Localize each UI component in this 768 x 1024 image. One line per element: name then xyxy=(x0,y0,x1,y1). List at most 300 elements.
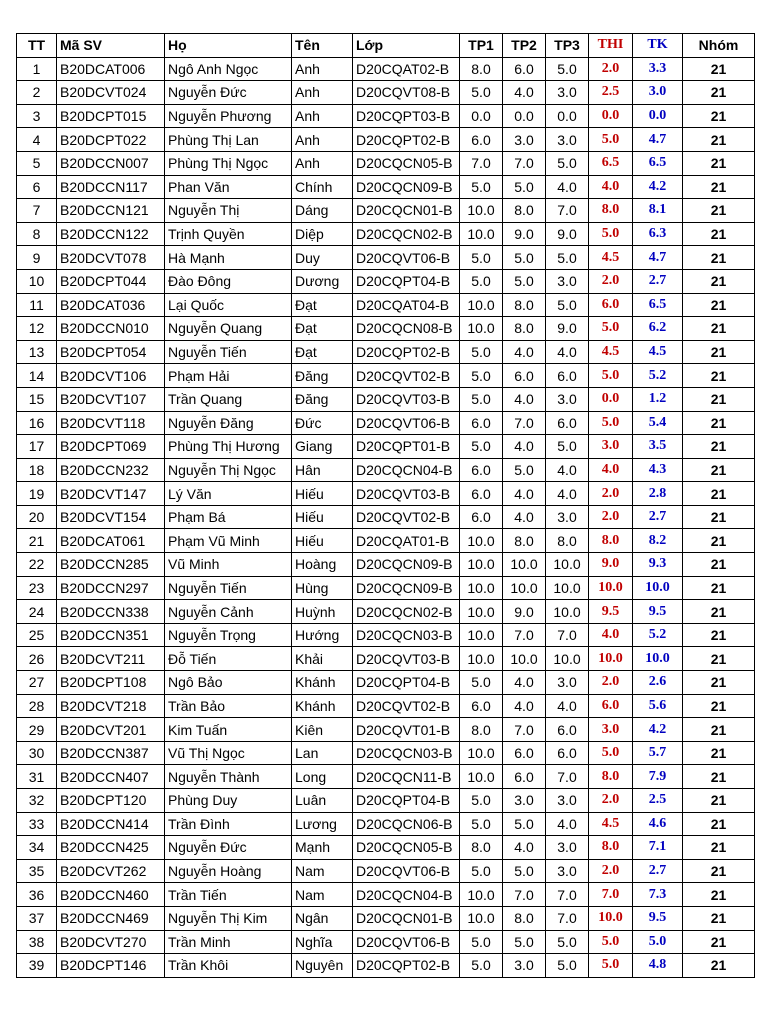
cell-tk: 4.7 xyxy=(633,246,683,270)
cell-thi: 2.5 xyxy=(589,81,633,105)
cell-ma-sv: B20DCVT118 xyxy=(57,411,165,435)
cell-tk: 6.5 xyxy=(633,293,683,317)
cell-ten: Anh xyxy=(292,104,353,128)
table-row xyxy=(17,269,755,293)
cell-nhom: 21 xyxy=(683,151,755,175)
cell-tk: 8.2 xyxy=(633,529,683,553)
header-tp2: TP2 xyxy=(503,34,546,58)
cell-nhom: 21 xyxy=(683,364,755,388)
cell-tp3: 5.0 xyxy=(546,930,589,954)
cell-thi: 5.0 xyxy=(589,411,633,435)
cell-tp3: 4.0 xyxy=(546,482,589,506)
cell-tp1: 6.0 xyxy=(460,458,503,482)
cell-lop: D20CQCN05-B xyxy=(353,151,460,175)
cell-tk: 5.0 xyxy=(633,930,683,954)
cell-ho: Nguyễn Cảnh xyxy=(165,600,292,624)
cell-thi: 8.0 xyxy=(589,836,633,860)
cell-ho: Phùng Thị Hương xyxy=(165,435,292,459)
cell-nhom: 21 xyxy=(683,718,755,742)
cell-tk: 3.3 xyxy=(633,57,683,81)
cell-ma-sv: B20DCCN232 xyxy=(57,458,165,482)
cell-tt: 4 xyxy=(17,128,57,152)
cell-ma-sv: B20DCPT015 xyxy=(57,104,165,128)
cell-tp1: 10.0 xyxy=(460,317,503,341)
cell-tt: 28 xyxy=(17,694,57,718)
table-row xyxy=(17,482,755,506)
cell-tp2: 8.0 xyxy=(503,293,546,317)
cell-lop: D20CQCN05-B xyxy=(353,836,460,860)
cell-tp1: 5.0 xyxy=(460,387,503,411)
cell-tk: 4.5 xyxy=(633,340,683,364)
cell-tp1: 6.0 xyxy=(460,694,503,718)
cell-ten: Nam xyxy=(292,859,353,883)
cell-tp2: 3.0 xyxy=(503,789,546,813)
table-row xyxy=(17,199,755,223)
cell-tk: 4.7 xyxy=(633,128,683,152)
cell-ho: Lý Văn xyxy=(165,482,292,506)
table-row xyxy=(17,694,755,718)
cell-thi: 9.5 xyxy=(589,600,633,624)
table-row xyxy=(17,104,755,128)
cell-tt: 14 xyxy=(17,364,57,388)
cell-ten: Đức xyxy=(292,411,353,435)
header-tt: TT xyxy=(17,34,57,58)
cell-tp2: 3.0 xyxy=(503,954,546,978)
cell-nhom: 21 xyxy=(683,906,755,930)
table-row xyxy=(17,576,755,600)
cell-nhom: 21 xyxy=(683,199,755,223)
cell-thi: 0.0 xyxy=(589,387,633,411)
cell-thi: 4.5 xyxy=(589,246,633,270)
cell-tt: 21 xyxy=(17,529,57,553)
cell-tt: 35 xyxy=(17,859,57,883)
cell-ten: Hân xyxy=(292,458,353,482)
cell-nhom: 21 xyxy=(683,246,755,270)
cell-tp1: 6.0 xyxy=(460,411,503,435)
cell-tp1: 5.0 xyxy=(460,671,503,695)
cell-tk: 7.9 xyxy=(633,765,683,789)
cell-ten: Anh xyxy=(292,128,353,152)
table-row xyxy=(17,765,755,789)
cell-tt: 22 xyxy=(17,553,57,577)
cell-ho: Vũ Thị Ngọc xyxy=(165,741,292,765)
cell-ma-sv: B20DCCN414 xyxy=(57,812,165,836)
table-row xyxy=(17,906,755,930)
cell-tp1: 7.0 xyxy=(460,151,503,175)
cell-tt: 39 xyxy=(17,954,57,978)
cell-tp2: 4.0 xyxy=(503,482,546,506)
cell-lop: D20CQCN04-B xyxy=(353,883,460,907)
cell-tp2: 5.0 xyxy=(503,458,546,482)
cell-lop: D20CQCN09-B xyxy=(353,576,460,600)
cell-ma-sv: B20DCVT154 xyxy=(57,505,165,529)
cell-tt: 19 xyxy=(17,482,57,506)
cell-ten: Hoàng xyxy=(292,553,353,577)
cell-thi: 3.0 xyxy=(589,718,633,742)
cell-tp1: 10.0 xyxy=(460,600,503,624)
cell-tp2: 4.0 xyxy=(503,694,546,718)
grades-table xyxy=(16,33,755,978)
cell-ten: Luân xyxy=(292,789,353,813)
cell-tp2: 6.0 xyxy=(503,364,546,388)
cell-tp2: 8.0 xyxy=(503,199,546,223)
header-ten: Tên xyxy=(292,34,353,58)
cell-lop: D20CQCN02-B xyxy=(353,600,460,624)
cell-lop: D20CQVT06-B xyxy=(353,246,460,270)
cell-tt: 17 xyxy=(17,435,57,459)
cell-ho: Phạm Bá xyxy=(165,505,292,529)
cell-tt: 20 xyxy=(17,505,57,529)
cell-tp3: 5.0 xyxy=(546,246,589,270)
cell-thi: 5.0 xyxy=(589,317,633,341)
cell-tp1: 10.0 xyxy=(460,222,503,246)
cell-tt: 33 xyxy=(17,812,57,836)
cell-tt: 15 xyxy=(17,387,57,411)
cell-tp2: 7.0 xyxy=(503,151,546,175)
cell-nhom: 21 xyxy=(683,671,755,695)
cell-ho: Nguyễn Quang xyxy=(165,317,292,341)
cell-tp1: 10.0 xyxy=(460,529,503,553)
cell-tp3: 6.0 xyxy=(546,364,589,388)
cell-ten: Đạt xyxy=(292,317,353,341)
cell-nhom: 21 xyxy=(683,293,755,317)
cell-ho: Nguyễn Trọng xyxy=(165,623,292,647)
cell-tp2: 4.0 xyxy=(503,671,546,695)
cell-nhom: 21 xyxy=(683,81,755,105)
cell-tp3: 4.0 xyxy=(546,812,589,836)
cell-tp3: 3.0 xyxy=(546,387,589,411)
cell-lop: D20CQVT02-B xyxy=(353,364,460,388)
cell-ma-sv: B20DCPT146 xyxy=(57,954,165,978)
cell-tp3: 7.0 xyxy=(546,883,589,907)
cell-ten: Nam xyxy=(292,883,353,907)
cell-tk: 5.2 xyxy=(633,364,683,388)
cell-thi: 5.0 xyxy=(589,954,633,978)
cell-thi: 10.0 xyxy=(589,576,633,600)
cell-tp3: 7.0 xyxy=(546,199,589,223)
cell-lop: D20CQCN11-B xyxy=(353,765,460,789)
table-row xyxy=(17,623,755,647)
cell-tp1: 5.0 xyxy=(460,269,503,293)
cell-nhom: 21 xyxy=(683,954,755,978)
cell-lop: D20CQVT03-B xyxy=(353,647,460,671)
cell-lop: D20CQVT03-B xyxy=(353,387,460,411)
cell-tp2: 8.0 xyxy=(503,529,546,553)
cell-tt: 13 xyxy=(17,340,57,364)
cell-ma-sv: B20DCCN425 xyxy=(57,836,165,860)
cell-nhom: 21 xyxy=(683,222,755,246)
cell-tt: 16 xyxy=(17,411,57,435)
header-ma-sv: Mã SV xyxy=(57,34,165,58)
cell-tp1: 10.0 xyxy=(460,741,503,765)
cell-tp1: 10.0 xyxy=(460,647,503,671)
table-row xyxy=(17,411,755,435)
cell-nhom: 21 xyxy=(683,104,755,128)
grades-body xyxy=(17,57,755,977)
cell-ten: Hiếu xyxy=(292,529,353,553)
table-row xyxy=(17,859,755,883)
cell-tp1: 10.0 xyxy=(460,623,503,647)
cell-tt: 25 xyxy=(17,623,57,647)
table-row xyxy=(17,340,755,364)
cell-tk: 6.2 xyxy=(633,317,683,341)
cell-thi: 2.0 xyxy=(589,671,633,695)
cell-nhom: 21 xyxy=(683,623,755,647)
cell-tp1: 8.0 xyxy=(460,718,503,742)
cell-nhom: 21 xyxy=(683,694,755,718)
cell-ten: Anh xyxy=(292,81,353,105)
cell-tp2: 8.0 xyxy=(503,317,546,341)
cell-tt: 10 xyxy=(17,269,57,293)
cell-thi: 5.0 xyxy=(589,128,633,152)
cell-thi: 2.0 xyxy=(589,482,633,506)
cell-thi: 2.0 xyxy=(589,269,633,293)
cell-tp2: 10.0 xyxy=(503,576,546,600)
cell-tp3: 8.0 xyxy=(546,529,589,553)
cell-lop: D20CQCN03-B xyxy=(353,623,460,647)
cell-tp1: 10.0 xyxy=(460,553,503,577)
cell-tp3: 3.0 xyxy=(546,505,589,529)
table-row xyxy=(17,505,755,529)
table-row xyxy=(17,553,755,577)
header-row xyxy=(17,34,755,58)
table-row xyxy=(17,718,755,742)
cell-nhom: 21 xyxy=(683,765,755,789)
cell-nhom: 21 xyxy=(683,57,755,81)
cell-tk: 4.6 xyxy=(633,812,683,836)
cell-thi: 5.0 xyxy=(589,222,633,246)
cell-ten: Khánh xyxy=(292,671,353,695)
cell-tk: 9.3 xyxy=(633,553,683,577)
cell-tp2: 3.0 xyxy=(503,128,546,152)
cell-tt: 18 xyxy=(17,458,57,482)
cell-thi: 4.5 xyxy=(589,340,633,364)
cell-lop: D20CQPT02-B xyxy=(353,340,460,364)
header-thi: THI xyxy=(589,34,633,58)
cell-thi: 6.0 xyxy=(589,694,633,718)
cell-tk: 4.2 xyxy=(633,718,683,742)
cell-ten: Hiếu xyxy=(292,482,353,506)
cell-tt: 30 xyxy=(17,741,57,765)
cell-ma-sv: B20DCCN297 xyxy=(57,576,165,600)
cell-tt: 31 xyxy=(17,765,57,789)
cell-lop: D20CQVT06-B xyxy=(353,930,460,954)
cell-lop: D20CQPT01-B xyxy=(353,435,460,459)
cell-nhom: 21 xyxy=(683,435,755,459)
cell-tp3: 4.0 xyxy=(546,175,589,199)
cell-tk: 5.6 xyxy=(633,694,683,718)
cell-nhom: 21 xyxy=(683,505,755,529)
header-tp1: TP1 xyxy=(460,34,503,58)
cell-thi: 8.0 xyxy=(589,199,633,223)
cell-lop: D20CQCN09-B xyxy=(353,175,460,199)
cell-tp1: 6.0 xyxy=(460,482,503,506)
cell-thi: 6.0 xyxy=(589,293,633,317)
cell-ho: Đào Đông xyxy=(165,269,292,293)
cell-tp3: 3.0 xyxy=(546,836,589,860)
cell-nhom: 21 xyxy=(683,859,755,883)
cell-ten: Lan xyxy=(292,741,353,765)
cell-ho: Trịnh Quyền xyxy=(165,222,292,246)
cell-lop: D20CQPT03-B xyxy=(353,104,460,128)
cell-thi: 9.0 xyxy=(589,553,633,577)
cell-tp2: 6.0 xyxy=(503,741,546,765)
cell-tp2: 4.0 xyxy=(503,340,546,364)
cell-ma-sv: B20DCVT078 xyxy=(57,246,165,270)
cell-thi: 7.0 xyxy=(589,883,633,907)
cell-thi: 2.0 xyxy=(589,505,633,529)
cell-lop: D20CQPT02-B xyxy=(353,128,460,152)
cell-tp2: 7.0 xyxy=(503,411,546,435)
cell-tt: 1 xyxy=(17,57,57,81)
cell-ho: Phan Văn xyxy=(165,175,292,199)
cell-ten: Lương xyxy=(292,812,353,836)
cell-lop: D20CQVT06-B xyxy=(353,411,460,435)
cell-tp2: 5.0 xyxy=(503,812,546,836)
cell-lop: D20CQCN02-B xyxy=(353,222,460,246)
cell-thi: 8.0 xyxy=(589,529,633,553)
cell-tp3: 3.0 xyxy=(546,671,589,695)
cell-tt: 12 xyxy=(17,317,57,341)
header-tp3: TP3 xyxy=(546,34,589,58)
cell-lop: D20CQAT02-B xyxy=(353,57,460,81)
cell-ho: Vũ Minh xyxy=(165,553,292,577)
cell-tp3: 3.0 xyxy=(546,128,589,152)
cell-ten: Đạt xyxy=(292,340,353,364)
cell-tp3: 10.0 xyxy=(546,553,589,577)
cell-lop: D20CQPT04-B xyxy=(353,789,460,813)
cell-ma-sv: B20DCCN122 xyxy=(57,222,165,246)
cell-tt: 5 xyxy=(17,151,57,175)
table-row xyxy=(17,812,755,836)
cell-ho: Trần Tiến xyxy=(165,883,292,907)
cell-tp3: 10.0 xyxy=(546,600,589,624)
cell-tk: 6.3 xyxy=(633,222,683,246)
cell-ho: Ngô Bảo xyxy=(165,671,292,695)
cell-thi: 3.0 xyxy=(589,435,633,459)
table-row xyxy=(17,600,755,624)
cell-nhom: 21 xyxy=(683,482,755,506)
cell-ma-sv: B20DCPT120 xyxy=(57,789,165,813)
cell-tt: 32 xyxy=(17,789,57,813)
cell-thi: 10.0 xyxy=(589,647,633,671)
table-row xyxy=(17,883,755,907)
cell-tt: 24 xyxy=(17,600,57,624)
cell-ma-sv: B20DCVT270 xyxy=(57,930,165,954)
cell-nhom: 21 xyxy=(683,741,755,765)
cell-tk: 9.5 xyxy=(633,600,683,624)
cell-nhom: 21 xyxy=(683,529,755,553)
cell-tp1: 5.0 xyxy=(460,340,503,364)
cell-tp1: 10.0 xyxy=(460,293,503,317)
cell-ma-sv: B20DCCN010 xyxy=(57,317,165,341)
cell-nhom: 21 xyxy=(683,789,755,813)
table-row xyxy=(17,128,755,152)
cell-ten: Duy xyxy=(292,246,353,270)
cell-ho: Nguyễn Phương xyxy=(165,104,292,128)
cell-lop: D20CQCN01-B xyxy=(353,199,460,223)
cell-tt: 11 xyxy=(17,293,57,317)
cell-tt: 27 xyxy=(17,671,57,695)
table-row xyxy=(17,57,755,81)
cell-lop: D20CQPT02-B xyxy=(353,954,460,978)
cell-ho: Hà Mạnh xyxy=(165,246,292,270)
cell-ho: Nguyễn Tiến xyxy=(165,340,292,364)
cell-tp1: 10.0 xyxy=(460,765,503,789)
header-ho: Họ xyxy=(165,34,292,58)
table-row xyxy=(17,364,755,388)
cell-lop: D20CQPT04-B xyxy=(353,269,460,293)
cell-lop: D20CQCN04-B xyxy=(353,458,460,482)
cell-tp2: 7.0 xyxy=(503,718,546,742)
cell-ten: Nghĩa xyxy=(292,930,353,954)
cell-tp2: 5.0 xyxy=(503,246,546,270)
cell-ten: Khánh xyxy=(292,694,353,718)
table-row xyxy=(17,317,755,341)
cell-tp2: 4.0 xyxy=(503,387,546,411)
cell-tp1: 10.0 xyxy=(460,199,503,223)
cell-tp2: 9.0 xyxy=(503,222,546,246)
cell-nhom: 21 xyxy=(683,269,755,293)
cell-lop: D20CQVT02-B xyxy=(353,694,460,718)
cell-ho: Phùng Thị Lan xyxy=(165,128,292,152)
cell-tk: 7.1 xyxy=(633,836,683,860)
cell-ten: Dương xyxy=(292,269,353,293)
cell-tt: 6 xyxy=(17,175,57,199)
cell-tt: 9 xyxy=(17,246,57,270)
cell-nhom: 21 xyxy=(683,175,755,199)
cell-tp2: 4.0 xyxy=(503,435,546,459)
cell-tp1: 0.0 xyxy=(460,104,503,128)
cell-tk: 4.8 xyxy=(633,954,683,978)
cell-ten: Đăng xyxy=(292,387,353,411)
cell-ma-sv: B20DCVT262 xyxy=(57,859,165,883)
cell-thi: 4.5 xyxy=(589,812,633,836)
table-row xyxy=(17,647,755,671)
cell-tk: 2.5 xyxy=(633,789,683,813)
cell-tp2: 4.0 xyxy=(503,836,546,860)
cell-ten: Đạt xyxy=(292,293,353,317)
cell-tp1: 6.0 xyxy=(460,128,503,152)
cell-ho: Trần Bảo xyxy=(165,694,292,718)
cell-ma-sv: B20DCCN338 xyxy=(57,600,165,624)
cell-tt: 8 xyxy=(17,222,57,246)
cell-tp1: 5.0 xyxy=(460,930,503,954)
cell-tp3: 9.0 xyxy=(546,222,589,246)
cell-nhom: 21 xyxy=(683,883,755,907)
cell-ten: Huỳnh xyxy=(292,600,353,624)
cell-ten: Anh xyxy=(292,57,353,81)
cell-tp2: 4.0 xyxy=(503,81,546,105)
cell-tp3: 10.0 xyxy=(546,647,589,671)
cell-tp3: 7.0 xyxy=(546,623,589,647)
cell-tk: 5.7 xyxy=(633,741,683,765)
cell-tt: 7 xyxy=(17,199,57,223)
cell-ma-sv: B20DCCN469 xyxy=(57,906,165,930)
header-lop: Lớp xyxy=(353,34,460,58)
cell-tk: 9.5 xyxy=(633,906,683,930)
cell-ma-sv: B20DCVT147 xyxy=(57,482,165,506)
cell-tt: 34 xyxy=(17,836,57,860)
cell-tk: 2.7 xyxy=(633,505,683,529)
cell-nhom: 21 xyxy=(683,812,755,836)
cell-nhom: 21 xyxy=(683,600,755,624)
cell-ma-sv: B20DCVT211 xyxy=(57,647,165,671)
cell-tp1: 5.0 xyxy=(460,246,503,270)
cell-nhom: 21 xyxy=(683,128,755,152)
cell-ho: Kim Tuấn xyxy=(165,718,292,742)
cell-ho: Trần Quang xyxy=(165,387,292,411)
